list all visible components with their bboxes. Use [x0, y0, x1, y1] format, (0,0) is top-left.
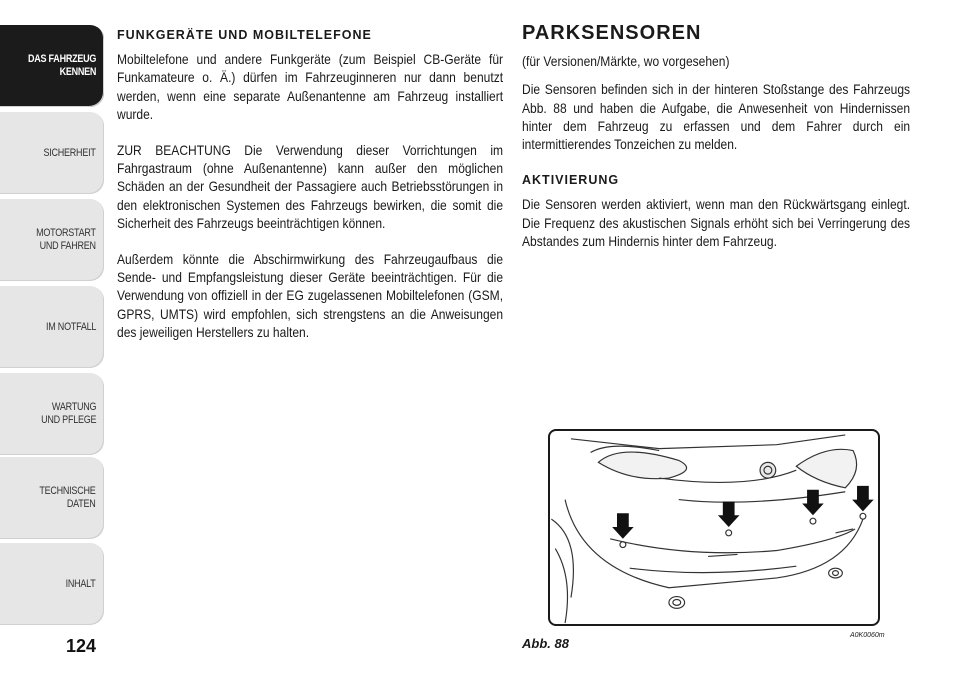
section-heading-parksensoren: PARKSENSOREN [522, 22, 702, 44]
tab-label: TECHNISCHE DATEN [39, 485, 96, 510]
page-number: 124 [66, 636, 97, 656]
right-column [522, 22, 911, 268]
tab-label: INHALT [66, 577, 96, 590]
subheading-aktivierung: AKTIVIERUNG [522, 173, 620, 188]
tab-label: WARTUNG UND PFLEGE [40, 401, 96, 426]
paragraph: Außerdem könnte die Abschirmwirkung des Fahrzeugaufbaus die Sende- und Empfangsleistung dieser Geräte beeinträchtigen. Für die Verwendung von offiziell in der EG zugelassenen Mobiltelefonen (GSM, GPRS, UMTS) wird empfohlen, sich strengstens an die Anweisungen des jeweiligen Herstellers zu halten. [117, 251, 504, 340]
tab-im-notfall[interactable] [0, 286, 104, 368]
tab-technische-daten[interactable] [0, 457, 104, 539]
tab-inhalt[interactable] [0, 543, 104, 625]
figure-code: A0K0060m [850, 632, 885, 639]
tab-wartung-und-pflege[interactable] [0, 373, 104, 455]
figure-caption: Abb. 88 [522, 636, 569, 651]
tab-label: SICHERHEIT [43, 146, 96, 159]
subtitle: (für Versionen/Märkte, wo vorgesehen) [522, 53, 730, 70]
paragraph: Die Sensoren befinden sich in der hinteren Stoßstange des Fahrzeugs Abb. 88 und haben die Aufgabe, die Anwesenheit von Hindernissen hinter dem Fahrzeug zu erfassen und dem Fahrer durch ein intermittierendes Tonzeichen zu melden. [522, 81, 911, 153]
paragraph: Die Sensoren werden aktiviert, wenn man den Rückwärtsgang einlegt. Die Frequenz des akustischen Signals erhöht sich bei Verringerung des Abstandes zum Hindernis hinter dem Fahrzeug. [522, 196, 911, 249]
tab-das-fahrzeug-kennen[interactable] [0, 25, 104, 107]
tab-motorstart-und-fahren[interactable] [0, 199, 104, 281]
paragraph: Mobiltelefone und andere Funkgeräte (zum Beispiel CB-Geräte für Funkamateure o. Ä.) dürfen im Fahrzeuginneren nur dann benutzt werden, wenn eine separate Außenantenne am Fahrzeug installiert wurde. [117, 51, 504, 122]
tab-label: IM NOTFALL [45, 320, 96, 333]
tab-label: DAS FAHRZEUG KENNEN [27, 53, 96, 78]
car-rear-parking-sensors-illustration [550, 431, 878, 624]
tab-label: MOTORSTART UND FAHREN [36, 227, 96, 252]
figure-car-rear-sensors [548, 429, 880, 626]
left-column [117, 26, 503, 359]
section-heading-funkgeraete: FUNKGERÄTE UND MOBILTELEFONE [117, 28, 372, 42]
tab-sicherheit[interactable] [0, 112, 104, 194]
paragraph: ZUR BEACHTUNG Die Verwendung dieser Vorrichtungen im Fahrgastraum (ohne Außenantenne) kann außer den möglichen Schäden an der Gesundheit der Passagiere auch Betriebsstörungen in den elektronischen Systemen des Fahrzeugs bewirken, die somit die Sicherheit des Fahrzeugs beeinträchtigen können. [117, 142, 504, 231]
